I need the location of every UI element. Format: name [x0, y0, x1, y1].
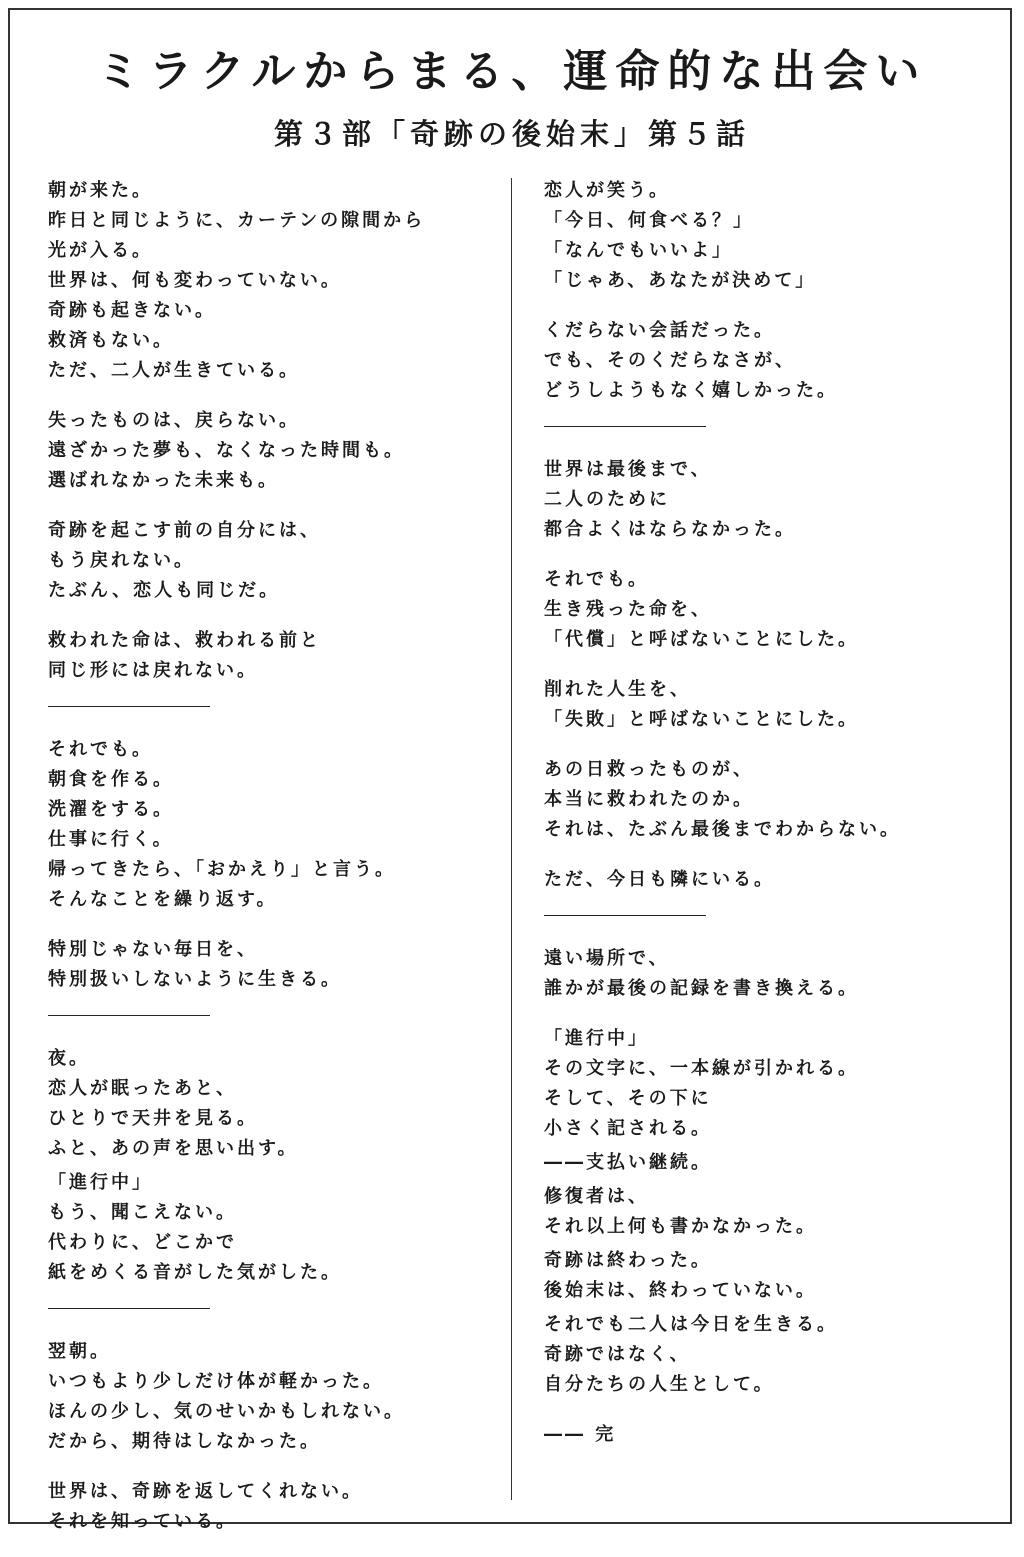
paragraph — [544, 565, 992, 655]
text-line: 奇跡ではなく、 — [544, 1344, 691, 1365]
text-line: 世界は、奇跡を返してくれない。 — [48, 1481, 363, 1502]
text-line: くだらない会話だった。 — [544, 320, 775, 341]
paragraph — [544, 755, 992, 845]
text-line: ただ、二人が生きている。 — [48, 360, 300, 381]
text-line: 奇跡も起きない。 — [48, 300, 216, 321]
text-line: それを知っている。 — [48, 1511, 237, 1532]
text-line: 世界は、何も変わっていない。 — [48, 270, 342, 291]
text-line: それでも。 — [48, 739, 153, 760]
paragraph — [48, 935, 496, 995]
column-divider — [511, 178, 512, 1500]
text-line: 光が入る。 — [48, 240, 153, 261]
section-rule — [48, 1308, 210, 1309]
text-line: 恋人が眠ったあと、 — [48, 1078, 237, 1099]
text-line: たぶん、恋人も同じだ。 — [48, 580, 281, 601]
paragraph — [48, 626, 496, 686]
text-line: 特別扱いしないように生きる。 — [48, 969, 342, 990]
text-line: それでも。 — [544, 569, 649, 590]
text-line: 本当に救われたのか。 — [544, 789, 754, 810]
text-line: 「失敗」と呼ばないことにした。 — [544, 709, 859, 730]
section-rule — [48, 1015, 210, 1016]
paragraph — [544, 1182, 992, 1242]
page-subtitle: 第３部「奇跡の後始末」第５話 — [273, 117, 750, 151]
text-line: 修復者は、 — [544, 1186, 649, 1207]
text-line: 「今日、何食べる？」 — [544, 210, 754, 231]
paragraph — [544, 176, 992, 296]
text-line: 仕事に行く。 — [48, 829, 174, 850]
text-line: それは、たぶん最後までわからない。 — [544, 819, 901, 840]
text-line: ――支払い継続。 — [544, 1152, 712, 1173]
section-rule — [544, 426, 706, 427]
text-line: 洗濯をする。 — [48, 799, 174, 820]
text-line: 「じゃあ、あなたが決めて」 — [544, 270, 817, 291]
text-line: そんなことを繰り返す。 — [48, 889, 278, 910]
text-line: ひとりで天井を見る。 — [48, 1108, 258, 1129]
text-line: 昨日と同じように、カーテンの隙間から — [48, 210, 426, 231]
paragraph — [544, 865, 992, 895]
text-line: 救済もない。 — [48, 330, 174, 351]
text-line: 遠い場所で、 — [544, 948, 670, 969]
text-line: 「進行中」 — [48, 1172, 153, 1193]
text-line: 小さく記される。 — [544, 1118, 712, 1139]
text-line: その文字に、一本線が引かれる。 — [544, 1058, 859, 1079]
text-line: 削れた人生を、 — [544, 679, 691, 700]
text-line: 世界は最後まで、 — [544, 459, 712, 480]
text-line: 「進行中」 — [544, 1028, 649, 1049]
section-rule — [544, 915, 706, 916]
text-line: 朝が来た。 — [48, 180, 153, 201]
paragraph — [48, 176, 496, 386]
paragraph — [48, 1168, 496, 1288]
paragraph — [544, 1246, 992, 1306]
text-line: だから、期待はしなかった。 — [48, 1431, 321, 1452]
text-line: それでも二人は今日を生きる。 — [544, 1314, 838, 1335]
text-line: 代わりに、どこかで — [48, 1232, 237, 1253]
text-line: ただ、今日も隣にいる。 — [544, 869, 775, 890]
text-line: ―― 完 — [544, 1424, 617, 1445]
text-line: 後始末は、終わっていない。 — [544, 1280, 817, 1301]
paragraph — [544, 316, 992, 406]
text-line: それ以上何も書かなかった。 — [544, 1216, 817, 1237]
text-line: いつもより少しだけ体が軽かった。 — [48, 1371, 384, 1392]
left-column — [48, 176, 496, 1557]
paragraph — [48, 1477, 496, 1537]
text-line: 「代償」と呼ばないことにした。 — [544, 629, 859, 650]
text-line: 失ったものは、戻らない。 — [48, 410, 300, 431]
text-line: 恋人が笑う。 — [544, 180, 670, 201]
paragraph — [48, 735, 496, 915]
text-line: 二人のために — [544, 489, 670, 510]
text-line: 遠ざかった夢も、なくなった時間も。 — [48, 440, 405, 461]
text-line: もう戻れない。 — [48, 550, 195, 571]
text-line: ほんの少し、気のせいかもしれない。 — [48, 1401, 405, 1422]
text-line: 帰ってきたら、「おかえり」と言う。 — [48, 859, 396, 880]
text-line: 選ばれなかった未来も。 — [48, 470, 279, 491]
text-line: 奇跡を起こす前の自分には、 — [48, 520, 321, 541]
right-column — [544, 176, 992, 1470]
text-line: 紙をめくる音がした気がした。 — [48, 1262, 342, 1283]
text-line: 特別じゃない毎日を、 — [48, 939, 258, 960]
text-line: 自分たちの人生として。 — [544, 1374, 775, 1395]
paragraph — [48, 516, 496, 606]
section-rule — [48, 706, 210, 707]
paragraph — [48, 1044, 496, 1164]
text-line: 「なんでもいいよ」 — [544, 240, 733, 261]
text-line: ふと、あの声を思い出す。 — [48, 1138, 299, 1159]
text-line: そして、その下に — [544, 1088, 712, 1109]
paragraph — [544, 944, 992, 1004]
page-title: ミラクルからまる、運命的な出会い — [96, 46, 928, 97]
text-line: 都合よくはならなかった。 — [544, 519, 796, 540]
text-line: でも、そのくだらなさが、 — [544, 350, 796, 371]
text-line: 夜。 — [48, 1048, 90, 1069]
text-line: もう、聞こえない。 — [48, 1202, 237, 1223]
text-line: 同じ形には戻れない。 — [48, 660, 258, 681]
paragraph — [48, 1337, 496, 1457]
paragraph — [48, 406, 496, 496]
text-line: 誰かが最後の記録を書き換える。 — [544, 978, 859, 999]
paragraph — [544, 1310, 992, 1400]
text-line: どうしようもなく嬉しかった。 — [544, 380, 838, 401]
text-line: 朝食を作る。 — [48, 769, 174, 790]
text-line: 奇跡は終わった。 — [544, 1250, 712, 1271]
text-line: 翌朝。 — [48, 1341, 111, 1362]
text-line: 生き残った命を、 — [544, 599, 712, 620]
paragraph — [544, 1420, 992, 1450]
text-line: 救われた命は、救われる前と — [48, 630, 321, 651]
text-line: あの日救ったものが、 — [544, 759, 754, 780]
paragraph — [544, 675, 992, 735]
paragraph — [544, 455, 992, 545]
paragraph — [544, 1024, 992, 1144]
paragraph — [544, 1148, 992, 1178]
